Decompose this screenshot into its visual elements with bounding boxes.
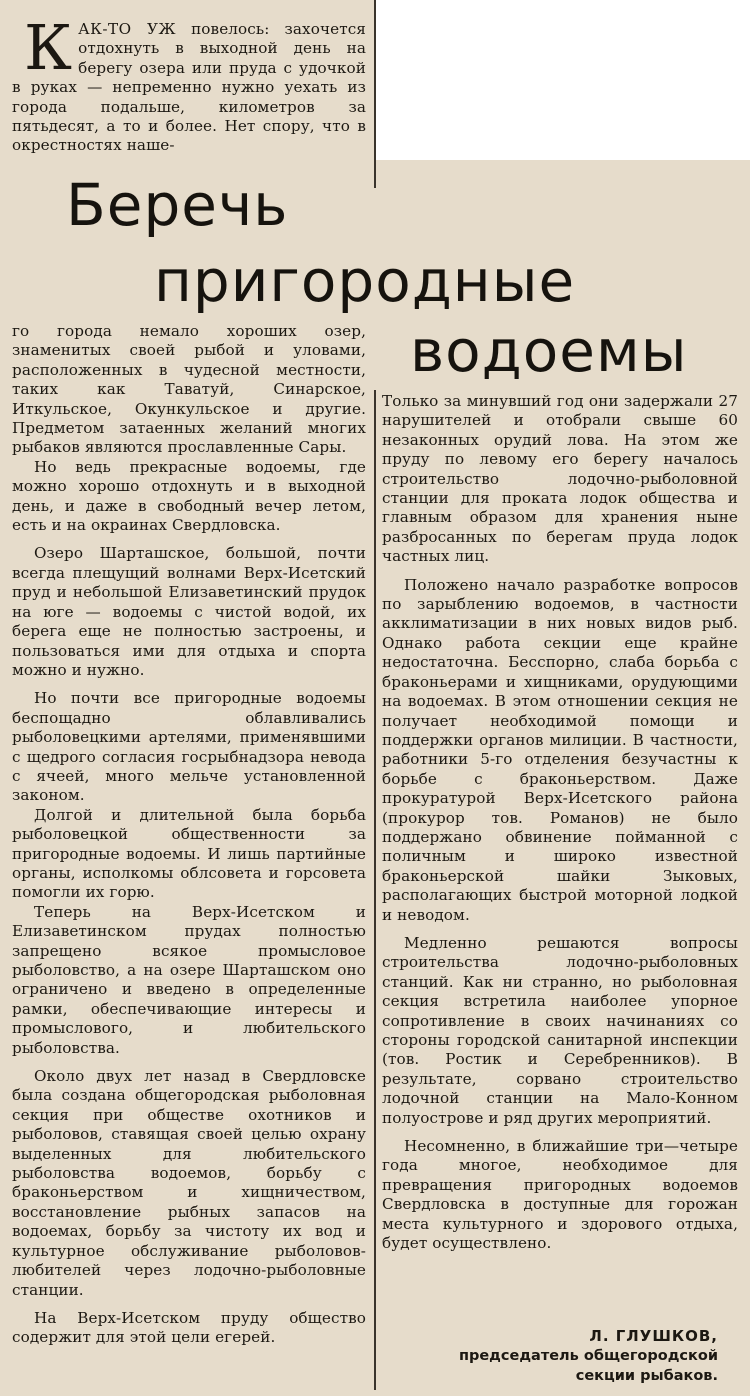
lead-text: повелось: захочется отдохнуть в выходной день на берегу озера или пруда с удочкой в руках — непременно нужно уехать из города подальше, километров за пятьдесят, а то и более. Нет спору, что в окрестностях наше-: [12, 20, 366, 155]
left-paragraph: Около двух лет назад в Свердловске была создана общегородская рыболовная секция при обществе охотников и рыболовов, ставящая своей целью охрану выделенных для любительского рыболовства водоемов, борьбу с браконьерством и хищничеством, восстановление рыбных запасов на водоемах, борьбу за чистоту их вод и культурное обслуживание рыболовов-любителей через лодочно-рыболовные станции.: [12, 1067, 366, 1299]
column-rule-main: [374, 390, 376, 1390]
headline-line-1: Беречь: [66, 171, 289, 239]
lead-continuation: го города немало хороших озер, знаменитых своей рыбой и уловами, расположенных в чудесной местности, таких как Таватуй, Синарское, Иткульское, Окункульское и другие. Предметом затаенных желаний многих рыбаков являются прославленные Сары.: [12, 322, 366, 457]
drop-cap: К: [24, 20, 73, 84]
author-title-line-1: председатель общегородской: [458, 1348, 718, 1364]
right-paragraph: Несомненно, в ближайшие три—четыре года многое, необходимое для превращения пригородных водоемов Свердловска в доступные для горожан места культурного и здорового отдыха, будет осуществлено.: [382, 1137, 738, 1253]
lead-caps: АК-ТО УЖ: [78, 20, 177, 38]
headline-line-2: пригородные: [154, 247, 576, 315]
column-rule-top: [374, 0, 376, 188]
right-paragraph: Положено начало разработке вопросов по зарыблению водоемов, в частности акклиматизации в них новых видов рыб. Однако работа секции еще крайне недостаточна. Бесспорно, слаба борьба с браконьерами и хищниками, орудующими на водоемах. В этом отношении секция не получает необходимой помощи и поддержки органов милиции. В частности, работники 5-го отделения безучастны к борьбе с браконьерством. Даже прокуратурой Верх-Исетского района (прокурор тов. Романов) не было поддержано обвинение пойманной с поличным и широко известной браконьерской шайки Зыковых, располагающих быстрой моторной лодкой и неводом.: [382, 575, 738, 924]
left-paragraph: Озеро Шарташское, большой, почти всегда плещущий волнами Верх-Исетский пруд и небольшой Елизаветинский прудок на юге — водоемы с чистой водой, их берега еще не полностью застроены, и пользоваться ими для отдыха и спорта можно и нужно.: [12, 544, 366, 679]
signature-block: [400, 1326, 718, 1386]
author-name: Л. ГЛУШКОВ,: [589, 1327, 718, 1345]
left-paragraph: На Верх-Исетском пруду общество содержит для этой цели егерей.: [12, 1308, 366, 1347]
headline-line-3: водоемы: [410, 317, 688, 385]
left-paragraph: Но почти все пригородные водоемы беспощадно облавливались рыболовецкими артелями, применявшими с щедрого согласия госрыбнадзора невода с ячеей, много мельче установленной законом.: [12, 689, 366, 805]
right-paragraph: Медленно решаются вопросы строительства лодочно-рыболовных станций. Как ни странно, но рыболовная секция встретила наиболее упорное сопротивление в своих начинаниях со стороны городской санитарной инспекции (тов. Ростик и Серебренников). В результате, сорвано строительство лодочной станции на Мало-Конном полуострове и ряд других мероприятий.: [382, 933, 738, 1127]
left-paragraph: Теперь на Верх-Исетском и Елизаветинском прудах полностью запрещено всякое промысловое рыболовство, а на озере Шарташском оно ограничено и введено в определенные рамки, обеспечивающие интересы и промыслового, и любительского рыболовства.: [12, 902, 366, 1057]
lead-paragraph-top: [12, 20, 366, 156]
right-column: [382, 392, 738, 1322]
author-title-line-2: секции рыбаков.: [575, 1368, 718, 1384]
right-paragraph: Только за минувший год они задержали 27 нарушителей и отобрали свыше 60 незаконных орудий лова. На этом же пруду по левому его берегу началось строительство лодочно-рыболовной станции для проката лодок общества и главным образом для хранения ныне разбросанных по берегам пруда лодок частных лиц.: [382, 392, 738, 566]
left-paragraph: Но ведь прекрасные водоемы, где можно хорошо отдохнуть и в выходной день, и даже в свободный вечер летом, есть и на окраинах Свердловска.: [12, 457, 366, 535]
left-column: [12, 322, 366, 1390]
left-paragraph: Долгой и длительной была борьба рыболовецкой общественности за пригородные водоемы. И лишь партийные органы, исполкомы облсовета и горсовета помогли их горю.: [12, 805, 366, 902]
